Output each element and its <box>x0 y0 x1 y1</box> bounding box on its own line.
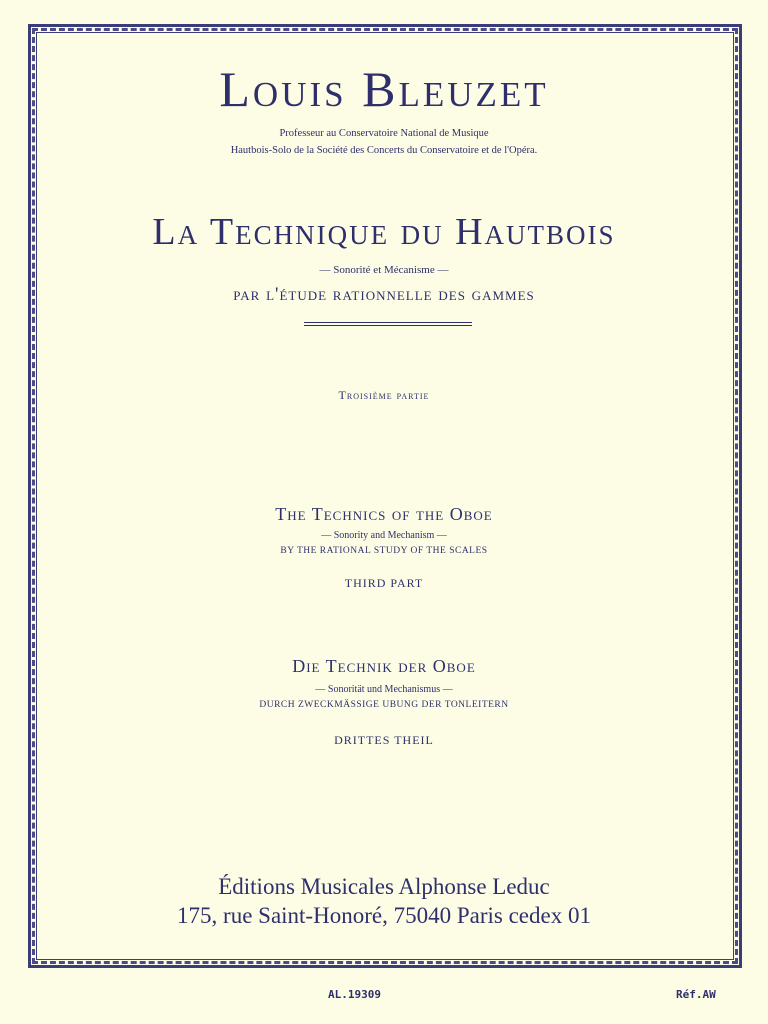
title-divider <box>304 322 472 326</box>
english-part: THIRD PART <box>344 576 424 590</box>
catalog-number: AL.19309 <box>328 988 381 1001</box>
german-title: Die Technik der Oboe <box>292 656 476 676</box>
french-method-line: par l'étude rationnelle des gammes <box>233 284 535 305</box>
author-name: Louis Bleuzet <box>219 61 549 117</box>
publisher-address: 175, rue Saint-Honoré, 75040 Paris cedex 01 <box>177 903 591 928</box>
english-title: The Technics of the Oboe <box>275 504 493 524</box>
publisher-name: Éditions Musicales Alphonse Leduc <box>218 874 550 899</box>
french-part: Troisième partie <box>338 388 430 402</box>
english-method-line: BY THE RATIONAL STUDY OF THE SCALES <box>280 546 488 556</box>
author-title-2: Hautbois-Solo de la Société des Concerts du Conservatoire et de l'Opéra. <box>230 145 538 156</box>
german-part: DRITTES THEIL <box>334 733 434 747</box>
author-title-1: Professeur au Conservatoire National de Musique <box>279 128 489 139</box>
reference-code: Réf.AW <box>676 988 716 1001</box>
german-subtitle: — Sonorität und Mechanismus — <box>315 684 453 695</box>
english-subtitle: — Sonority and Mechanism — <box>321 530 447 541</box>
german-method-line: DURCH ZWECKMÄSSIGE UBUNG DER TONLEITERN <box>259 700 509 710</box>
french-title: La Technique du Hautbois <box>152 211 616 253</box>
border-inner <box>36 32 734 960</box>
french-subtitle: — Sonorité et Mécanisme — <box>319 264 449 276</box>
